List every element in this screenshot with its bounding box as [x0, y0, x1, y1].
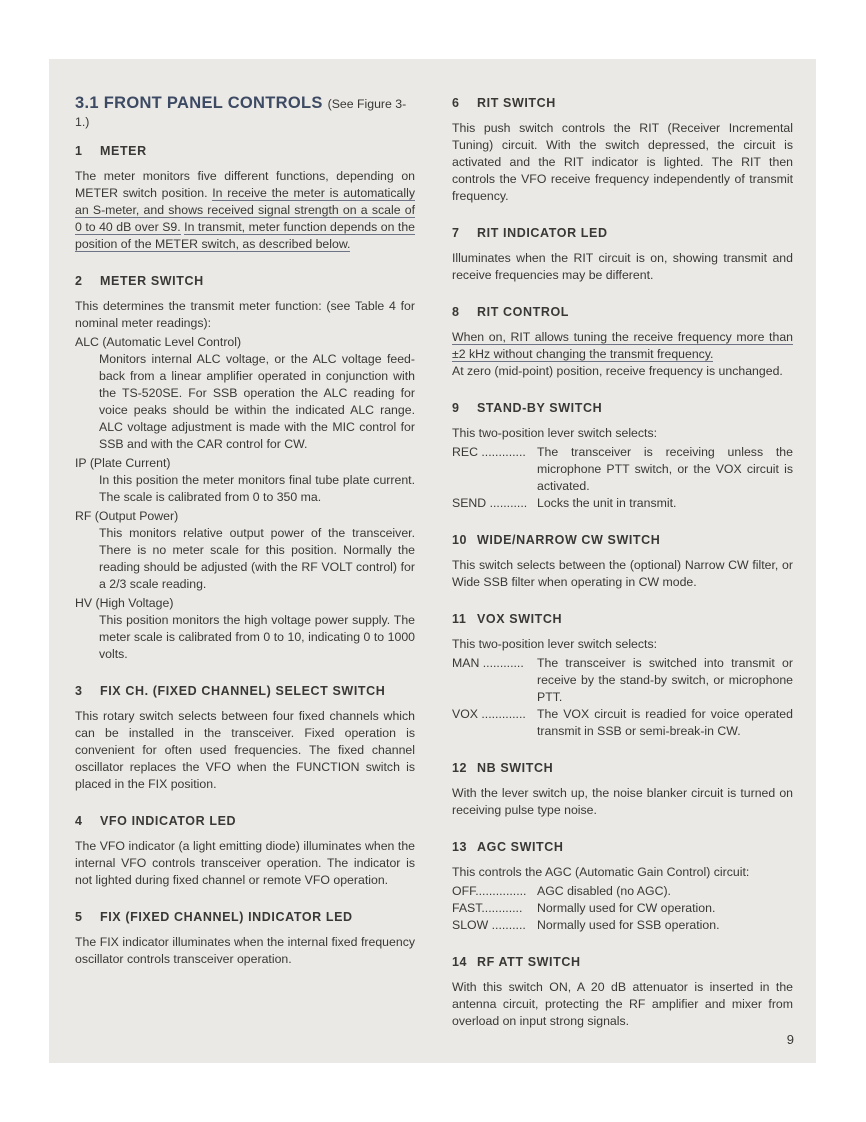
section-title: VFO INDICATOR LED [100, 814, 237, 828]
section-number: 8 [452, 305, 460, 319]
section-heading [452, 95, 793, 112]
definition-key: SEND ........... [452, 496, 528, 510]
meter-mode-name: IP (Plate Current) [75, 456, 171, 470]
section-number: 10 [452, 533, 468, 547]
section-standby [452, 400, 793, 512]
definition-value: The VOX circuit is readied for voice operated transmit in SSB or semi-break-in CW. [537, 707, 793, 738]
rit-control-text-2: At zero (mid-point) position, receive frequency is unchanged. [452, 364, 783, 378]
section-text [452, 329, 793, 363]
definition-value: The transceiver is receiving unless the microphone PTT switch, or the VOX circuit is activated. [537, 445, 793, 493]
page-number: 9 [786, 1032, 794, 1047]
section-text: With this switch ON, A 20 dB attenuator is inserted in the antenna circuit, protecting the RF amplifier and mixer from overload on input strong signals. [452, 980, 793, 1028]
section-agc [452, 839, 793, 934]
definition-value: Normally used for CW operation. [537, 901, 716, 915]
section-heading [452, 304, 793, 321]
section-text: This determines the transmit meter function: (see Table 4 for nominal meter readings): [75, 299, 415, 330]
section-text: This push switch controls the RIT (Receiver Incremental Tuning) circuit. With the switch depressed, the circuit is activated and the RIT indicator is lighted. The RIT then controls the VFO receive frequency independently of transmit frequency. [452, 121, 793, 203]
section-heading [452, 839, 793, 856]
section-text: Illuminates when the RIT circuit is on, showing transmit and receive frequencies may be different. [452, 251, 793, 282]
section-title: RIT SWITCH [477, 96, 556, 110]
section-text: This two-position lever switch selects: [452, 426, 658, 440]
section-heading [452, 400, 793, 417]
section-text: This rotary switch selects between four fixed channels which can be installed in the transceiver. Fixed operation is convenient for often used frequencies. The fixed channel oscillator replaces the VFO when the FUNCTION switch is placed in the FIX position. [75, 709, 415, 791]
section-title: FIX CH. (FIXED CHANNEL) SELECT SWITCH [100, 684, 386, 698]
section-vox [452, 611, 793, 740]
section-rit-control [452, 304, 793, 380]
section-meter [75, 143, 415, 253]
left-column [75, 95, 415, 988]
section-number: 1 [75, 144, 83, 158]
section-title: STAND-BY SWITCH [477, 401, 603, 415]
section-text: This switch selects between the (optional) Narrow CW filter, or Wide SSB filter when operating in CW mode. [452, 558, 793, 589]
section-title: RIT CONTROL [477, 305, 570, 319]
meter-text-2: In receive the meter is automatically an S-meter, and shows received signal strength on a scale of 0 to 40 dB over S9. [75, 186, 415, 234]
section-heading [75, 273, 415, 290]
section-number: 9 [452, 401, 460, 415]
definition-key: MAN ............ [452, 656, 524, 670]
section-title: METER SWITCH [100, 274, 204, 288]
section-number: 3 [75, 684, 83, 698]
section-number: 13 [452, 840, 468, 854]
rit-control-text-1: When on, RIT allows tuning the receive frequency more than ±2 kHz without changing the transmit frequency. [452, 330, 793, 361]
definition-value: Normally used for SSB operation. [537, 918, 720, 932]
definition-value: The transceiver is switched into transmit or receive by the stand-by switch, or microphone PTT. [537, 656, 793, 704]
section-heading [75, 143, 415, 160]
page-title-text: 3.1 FRONT PANEL CONTROLS [75, 94, 323, 112]
definition-row [452, 444, 793, 495]
section-text [75, 168, 415, 253]
meter-mode-desc: In this position the meter monitors final tube plate current. The scale is calibrated from 0 to 350 ma. [99, 473, 415, 504]
definition-value: Locks the unit in transmit. [537, 496, 677, 510]
definition-row [452, 917, 793, 934]
section-heading [452, 954, 793, 971]
section-title: METER [100, 144, 147, 158]
section-heading [75, 683, 415, 700]
page-title [75, 95, 415, 131]
section-nb [452, 760, 793, 819]
meter-mode-name: HV (High Voltage) [75, 596, 174, 610]
definition-value: AGC disabled (no AGC). [537, 884, 671, 898]
section-number: 4 [75, 814, 83, 828]
section-title: VOX SWITCH [477, 612, 563, 626]
section-heading [75, 813, 415, 830]
section-title: AGC SWITCH [477, 840, 564, 854]
meter-mode-name: RF (Output Power) [75, 509, 179, 523]
section-number: 12 [452, 761, 468, 775]
definition-key: OFF............... [452, 884, 527, 898]
section-text: The FIX indicator illuminates when the internal fixed frequency oscillator controls transceiver operation. [75, 935, 415, 966]
section-number: 7 [452, 226, 460, 240]
section-rit-switch [452, 95, 793, 205]
section-heading [452, 532, 793, 549]
definition-row [452, 900, 793, 917]
section-number: 5 [75, 910, 83, 924]
meter-text-3: In transmit, meter function depends on the position of the METER switch, as described below. [75, 220, 415, 251]
section-title: NB SWITCH [477, 761, 554, 775]
section-meter-switch [75, 273, 415, 663]
figure-reference: (See Figure 3-1.) [75, 97, 407, 129]
definition-key: VOX ............. [452, 707, 526, 721]
section-text: This two-position lever switch selects: [452, 637, 658, 651]
section-title: FIX (FIXED CHANNEL) INDICATOR LED [100, 910, 353, 924]
meter-text-1: The meter monitors five different functions, depending on METER switch position. [75, 169, 415, 200]
section-title: RIT INDICATOR LED [477, 226, 608, 240]
section-number: 14 [452, 955, 468, 969]
section-wide-narrow [452, 532, 793, 591]
section-text: The VFO indicator (a light emitting diode) illuminates when the internal VFO controls transceiver operation. The indicator is not lighted during fixed channel or remote VFO operation. [75, 839, 415, 887]
definition-row [452, 883, 793, 900]
section-number: 6 [452, 96, 460, 110]
definition-row [452, 706, 793, 740]
section-text: With the lever switch up, the noise blanker circuit is turned on receiving pulse type noise. [452, 786, 793, 817]
manual-page [49, 59, 816, 1063]
section-fix-led [75, 909, 415, 968]
section-heading [452, 760, 793, 777]
section-number: 2 [75, 274, 83, 288]
section-fix-ch [75, 683, 415, 793]
section-heading [452, 611, 793, 628]
meter-mode-desc: This monitors relative output power of the transceiver. There is no meter scale for this position. Normally the reading should be adjusted (with the RF VOLT control) for a 2/3 scale reading. [99, 526, 415, 591]
section-rit-led [452, 225, 793, 284]
section-title: RF ATT SWITCH [477, 955, 581, 969]
section-text: This controls the AGC (Automatic Gain Control) circuit: [452, 865, 750, 879]
definition-key: SLOW .......... [452, 918, 526, 932]
right-column [452, 95, 793, 1050]
section-heading [75, 909, 415, 926]
section-title: WIDE/NARROW CW SWITCH [477, 533, 661, 547]
meter-mode-name: ALC (Automatic Level Control) [75, 335, 242, 349]
section-number: 11 [452, 612, 467, 626]
definition-row [452, 655, 793, 706]
definition-key: FAST............ [452, 901, 523, 915]
section-vfo-led [75, 813, 415, 889]
section-rf-att [452, 954, 793, 1030]
meter-mode-desc: This position monitors the high voltage power supply. The meter scale is calibrated from 0 to 10, indicating 0 to 1000 volts. [99, 613, 415, 661]
definition-row [452, 495, 793, 512]
section-heading [452, 225, 793, 242]
definition-key: REC ............. [452, 445, 526, 459]
meter-mode-desc: Monitors internal ALC voltage, or the ALC voltage feed-back from a linear amplifier operated in conjunction with the TS-520SE. For SSB operation the ALC reading for voice peaks should be within the indicated ALC range. ALC voltage adjustment is made with the MIC control for SSB and with the CAR control for CW. [99, 352, 415, 451]
